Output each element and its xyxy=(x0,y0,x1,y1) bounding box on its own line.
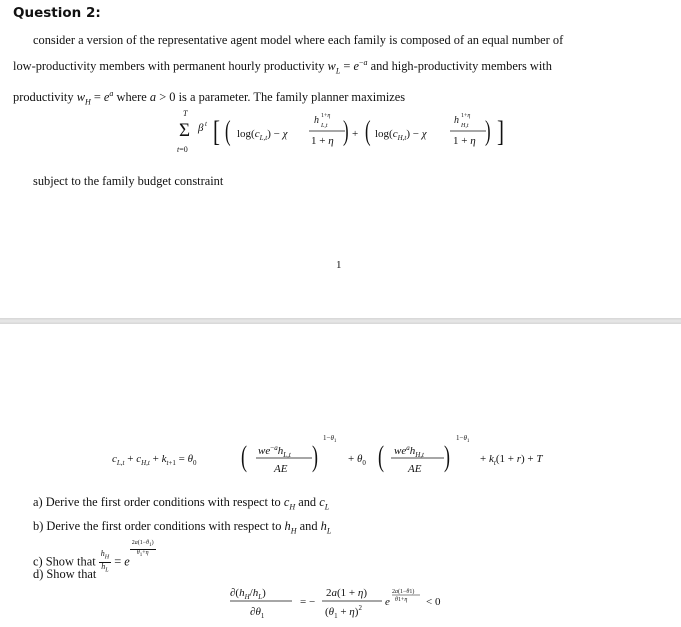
svg-text:we−ahL,t: $we^{-a}h_{L,t}$ xyxy=(258,444,291,459)
svg-text:1 + η: 1 + η xyxy=(311,135,334,147)
svg-text:θ1+η: θ1+η xyxy=(395,597,408,603)
page-number: 1 xyxy=(336,259,342,271)
svg-text:): ) xyxy=(444,440,450,474)
svg-text:2a(1−θ1): 2a(1−θ1) xyxy=(392,589,415,595)
svg-text:weahH,t: $we^ah_{H,t}$ xyxy=(394,444,424,459)
question-a: a) Derive the first order conditions with respect to $c_H$ and $c_L$ xyxy=(33,495,330,512)
svg-text:Σ: Σ xyxy=(179,120,191,141)
svg-text:β: β xyxy=(198,122,204,134)
svg-text:1−θ1: $1-\theta_1$ xyxy=(456,434,470,444)
svg-text:(: ( xyxy=(225,114,231,147)
svg-text:1+η: 1+η xyxy=(461,113,471,119)
svg-text:AE: AE xyxy=(274,463,288,475)
svg-text:1+η: 1+η xyxy=(321,113,331,119)
svg-text:< 0: < 0 xyxy=(426,596,441,608)
svg-text:(: ( xyxy=(365,114,371,147)
question-d: d) Show that xyxy=(33,567,97,581)
question-b: b) Derive the first order conditions with respect to $h_H$ and $h_L$ xyxy=(33,519,332,536)
paragraph-line-2: low-productivity members with permanent hourly productivity $w_L = e^{-a}$ and high-productivity members with xyxy=(13,57,552,76)
question-paragraph xyxy=(13,29,669,115)
svg-text:∂(hH/hL): $\partial(h_H/h_L)$ xyxy=(230,587,266,601)
svg-text:+ kt(1 + r) + T: + $k_t(1 + r) + T$ xyxy=(480,453,543,467)
svg-text:L,t: L,t xyxy=(321,123,328,129)
svg-text:): ) xyxy=(485,114,491,147)
svg-text:(: ( xyxy=(378,440,384,474)
svg-text:1 + η: 1 + η xyxy=(453,135,476,147)
derivative-inequality xyxy=(230,582,470,622)
budget-constraint-equation xyxy=(112,424,582,479)
svg-text:h: h xyxy=(454,115,459,126)
exponent-fraction: 2a(1−θ1) θ1+η xyxy=(131,540,154,559)
svg-text:T: T xyxy=(183,109,188,118)
svg-text:): ) xyxy=(312,440,318,474)
svg-text:1−θ1: $1-\theta_1$ xyxy=(323,434,337,444)
svg-text:t=0: t=0 xyxy=(177,145,188,154)
svg-text:e: e xyxy=(385,596,390,608)
paragraph-line-1: consider a version of the representative agent model where each family is composed of an equal number of xyxy=(33,33,564,47)
svg-text:]: ] xyxy=(497,114,504,148)
svg-text:h: h xyxy=(314,115,319,126)
svg-text:+ θ0: + $\theta_0$ xyxy=(348,453,366,467)
svg-text:log(cH,t) − χ: $\log(c_{H,t}) - \chi$ xyxy=(375,128,427,142)
svg-text:∂θ1: $\partial\theta_1$ xyxy=(250,606,265,620)
budget-constraint-intro: subject to the family budget constraint xyxy=(33,174,224,188)
svg-text:log(cL,t) − χ: $\log(c_{L,t}) - \chi$ xyxy=(237,128,288,142)
svg-text:cL,t + cH,t + kt+1 = θ0: $c_{L,t} + c_{H,t} + k_{t+1} = \theta_0$ xyxy=(112,453,197,467)
svg-text:+: + xyxy=(352,128,359,140)
svg-text:[: [ xyxy=(213,114,220,148)
svg-text:(θ1 + η)2: $(\theta_1 + \eta)^2$ xyxy=(325,604,362,620)
svg-text:t: t xyxy=(205,120,207,128)
paragraph-line-3: productivity $w_H = e^a$ where a > 0 is a parameter. The family planner maximizes xyxy=(13,89,406,107)
svg-text:= −: = − xyxy=(300,596,316,608)
svg-text:(: ( xyxy=(241,440,247,474)
svg-text:2a(1 + η): 2a(1 + η) xyxy=(326,587,368,599)
ratio-fraction: $\frac{h_H}{h_L}$ xyxy=(100,549,110,574)
svg-text:): ) xyxy=(343,114,349,147)
objective-equation xyxy=(177,104,517,164)
svg-text:H,t: H,t xyxy=(461,123,469,129)
question-heading: Question 2: xyxy=(13,5,101,21)
svg-text:AE: AE xyxy=(408,463,422,475)
question-c: c) Show that $\frac{h_H}{h_L}$ = e $^{\frac{2a(1-\theta_1)}{\theta_1+\eta}}$ xyxy=(33,540,154,574)
